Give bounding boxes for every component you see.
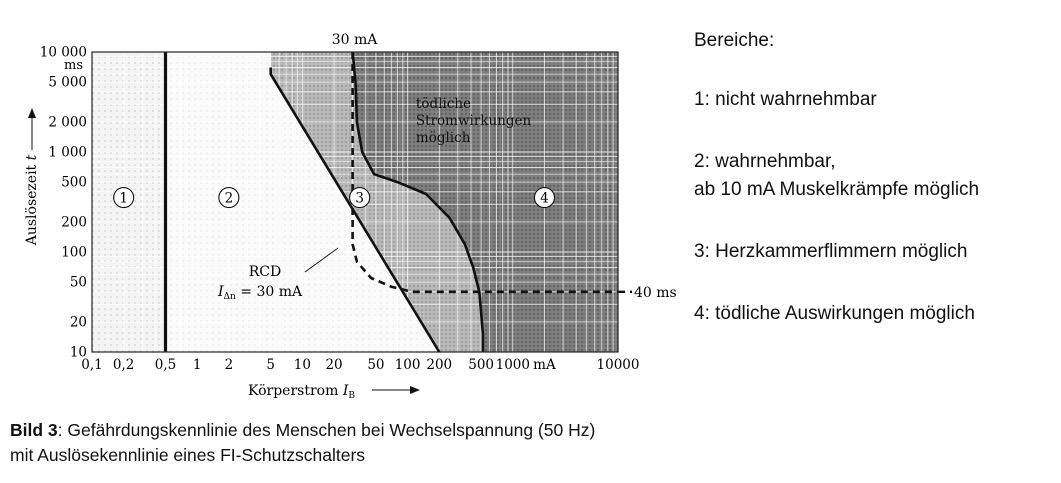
deadly-label-line: Stromwirkungen (415, 113, 532, 129)
x-tick-label: 0,5 (154, 357, 177, 373)
legend-item-4 (694, 300, 1054, 328)
annotation-40ms: 40 ms (634, 284, 677, 301)
x-axis-label (248, 383, 420, 401)
svg-text:Auslösezeit t: Auslösezeit t (24, 154, 40, 246)
caption-figure-number: Bild 3 (10, 420, 58, 440)
svg-text:2: 2 (224, 190, 234, 207)
caption-text: : Gefährdungskennlinie des Menschen bei Wechselspannung (50 Hz) (57, 420, 596, 440)
deadly-label-line: möglich (415, 130, 471, 146)
y-tick-label: 500 (61, 174, 87, 191)
y-axis-label (24, 154, 40, 246)
legend-item-4-text: 4: tödliche Auswirkungen möglich (694, 303, 975, 324)
x-tick-label: 100 (394, 357, 421, 373)
legend-item-3-text: 3: Herzkammerflimmern möglich (694, 241, 968, 262)
y-axis-arrow (28, 108, 36, 150)
deadly-label-line: tödliche (415, 96, 472, 112)
y-tick-label: 10 000 (39, 44, 87, 61)
x-tick-label: 2 (224, 357, 234, 373)
zone-label-1 (114, 188, 134, 208)
rcd-label-value: $I_{\Delta n} = 30$ mA (218, 284, 303, 302)
svg-text:Körperstrom IB: Körperstrom $I_B$ (248, 383, 355, 401)
zone-label-4 (534, 188, 554, 208)
x-tick-labels (81, 357, 639, 373)
svg-text:4: 4 (540, 190, 549, 207)
figure-caption (10, 418, 1050, 468)
y-tick-label: 10 (69, 344, 87, 361)
x-tick-label: 10 (293, 357, 311, 373)
legend-item-2-text: 2: wahrnehmbar, (694, 151, 836, 172)
y-unit-label: ms (64, 58, 83, 73)
legend-title: Bereiche: (694, 30, 775, 51)
x-tick-label: 0,2 (112, 357, 135, 373)
legend-item-1-text: 1: nicht wahrnehmbar (694, 89, 877, 110)
legend-item-1 (694, 86, 1054, 114)
y-tick-label: 1 000 (48, 144, 87, 161)
zone-label-2 (219, 188, 239, 208)
x-tick-label: 20 (325, 357, 343, 373)
legend-item-2-subtext: ab 10 mA Muskelkrämpfe möglich (694, 179, 980, 200)
y-tick-label: 200 (61, 214, 87, 231)
x-tick-label: 0,1 (81, 357, 103, 373)
x-tick-label: 50 (367, 357, 385, 373)
x-tick-label: 5 (266, 357, 276, 373)
x-tick-label: 10000 (596, 357, 640, 373)
legend-item-3 (694, 238, 1054, 266)
y-tick-label: 100 (61, 244, 87, 261)
region-legend (694, 30, 1054, 362)
svg-text:1: 1 (119, 190, 128, 207)
x-tick-label: 200 (426, 357, 453, 373)
x-tick-label: 1000 (495, 357, 530, 373)
y-tick-label: 50 (69, 274, 87, 291)
y-tick-label: 2 000 (48, 114, 87, 131)
rcd-label-title: RCD (248, 264, 282, 280)
zone-label-3 (350, 188, 370, 208)
legend-item-2 (694, 148, 1054, 204)
caption-text-line2: mit Auslösekennlinie eines FI-Schutzschalters (10, 445, 366, 465)
x-tick-label: 1 (192, 357, 202, 373)
y-tick-labels (40, 45, 87, 361)
svg-text:3: 3 (355, 190, 364, 207)
y-tick-label: 5 000 (48, 74, 87, 91)
x-tick-label: mA (533, 357, 556, 373)
x-tick-label: 500 (468, 357, 495, 373)
annotation-30ma-top: 30 mA (331, 32, 378, 48)
y-tick-label: 20 (69, 314, 87, 331)
